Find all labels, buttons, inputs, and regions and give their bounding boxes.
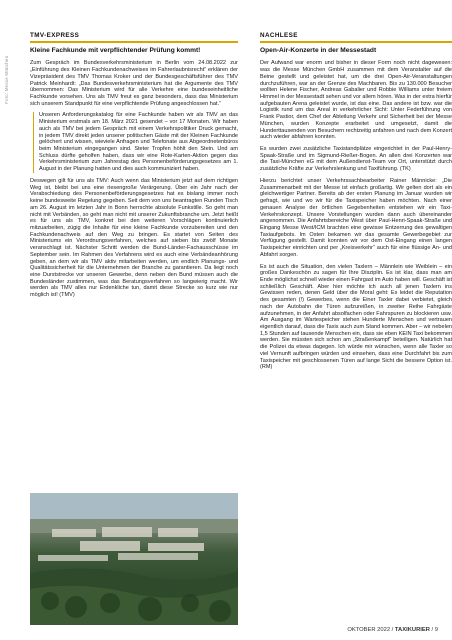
section-label: TMV-EXPRESS: [30, 30, 238, 43]
quote-text: Unseren Anforderungskatalog für eine Fachkunde haben wir als TMV an das Ministerium erstmals am 18. März 2021 gesendet – vor 17 Monaten. Wir haben auch als TMV bei jedem Gespräch mit einem Verkehrspolitiker Druck gemacht, in jedem TMV direkt jeden unserer politischen Gäste mit der Kleinen Fachkunde gelöchert und wissen, wieviele Anfragen und Telefonate aus Abgeordnetenbüros beim Ministerium eingegangen sind. Steter Tropfen höhlt den Stein. Und am Schluss dürfte geholfen haben, dass wir eine Rote-Karten-Aktion gegen das Verkehrsministerium zum Jahrestag des Personenbeförderungsgesetzes am 1. August in der Planung hatten und dies auch kommuniziert haben.: [39, 112, 238, 173]
article-paragraph: Es ist auch die Situation, den vielen Taxlern – Männlein wie Weiblein – ein großes Dankeschön zu sagen für Ihre Disziplin. Es ist klar, dass man am Ende möglichst schnell wieder einen Fahrgast im Auto haben will. Geschäft ist schließlich Geschäft. Aber hier möchte ich auch all jenen Taxlern ins Gewissen reden, denen Geld über die Moral geht: Es leidet die Reputation des gesamten (!) Gewerbes, wenn die Einer Taxler dabei verbietet, gleich nach der Autobahn die Türen aufzureißen, in zweiter Reihe Fahrgäste aufzunehmen, in der Anfahrt absolfachen oder Fahrspuren zu blockieren usw. Am Ausgang im Wartespeicher stehen Hunderte Menschen und vertrauen eigentlich darauf, dass die Taxis auch zum Stand kommen. Aber – wir nebelen 1,5 Stunden auf tausende Menschen ein, dass sie eben KEIN Taxi bekommen werden. Sie müssten sich schon am „Straßenkampf“ beteiligen. Natürlich hat die Polizei da etwas dagegen. Ich würde mir wünschen, wenn alle Taxler so viel Vernunft aufbringen würden und einsehen, dass eine Durchfahrt bis zum Taxispeicher mit geschlossenen Türen auf lange Sicht die bessere Option ist. (RM): [260, 263, 452, 371]
article-heading: Open-Air-Konzerte in der Messestadt: [260, 47, 377, 54]
article-heading: Kleine Fachkunde mit verpflichtender Prüfung kommt!: [30, 47, 201, 54]
page-number: / 9: [431, 627, 438, 633]
article-paragraph: Zum Gespräch im Bundesverkehrsministerium in Berlin vom 24.08.2022 zur „Einführung des Kleinen Fachkundenachweises im Fahrerlaubnisrecht“ erklären der Vizepräsident des TMV Thomas Kroker und der Bundesgeschäftsführer des TMV Patrick Meinhardt: „Das Bundesverkehrsministerium hat die Argumente des TMV übernommen: Das Ministerium wird für alle Verkehre eine bundeseinheitliche Fachkunde vorsehen. Uns als TMV freut es ganz besonders, dass das Ministerium sich unserem Standpunkt für eine verpflichtende Prüfung angeschlossen hat.“: [30, 60, 238, 107]
issue-date: OKTOBER 2022 /: [347, 627, 394, 633]
messe-aerial-photo: [30, 493, 238, 625]
left-column: [30, 30, 238, 304]
section-label: NACHLESE: [260, 30, 452, 43]
article-paragraph: Hierzu berichtet unser Verkehrssachbearbeiter Rainer Männicke: „Die Zusammenarbeit mit der Messe ist einfach großartig. Wir gelten dort als ein gleichwertiger Partner. Bereits ab der ersten Planung im Januar wurden wir gefragt, wie und wo wir für die Taxispeicher haben möchten. Nach einer genauen Analyse der örtlichen Gegebenheiten entstehen wir ein Taxi-Verkehrskonzept. Unsere Vorstellungen wurden dann auch übereinander angenommen. Die Anfahrtsbereiche West über Paul-Henri-Spaak-Straße und Eingang Messe West/ICM brachten eine gewisse Entzerrung des gewaltigen Taxiaufgebots. Im Osten bekamen wir das gesamte Gewerbegebiet zur Verfügung gestellt. Damit konnten wir vor dem Ost-Eingang einen langen Taxispeicher einrichten und per „Kreisverkehr“ auch für eine flüssige An- und Abfahrt sorgen.: [260, 177, 452, 258]
article-paragraph: Es wurden zwei zusätzliche Taxistandplätze eingerichtet in der Paul-Henry-Spaak-Straße und im Sigmund-Rießer-Bogen. An allen drei Konzerten war die Taxi-München eG mit dem Außendienst-Team vor Ort, unterstützt durch zusätzliche Kräfte zur Verkehrslenkung und Taxiführung. (TK): [260, 146, 452, 173]
page-footer: [347, 627, 438, 633]
photo-illustration: [30, 493, 238, 625]
right-column: [260, 30, 452, 376]
photo-credit: Foto: Messe München: [4, 55, 9, 104]
article-paragraph: Der Aufwand war enorm und bisher in dieser Form noch nicht dagewesen: was die Messe München GmbH zusammen mit dem Veranstalter auf die Beine gestellt und geleistet hat, um die drei Open-Air-Veranstaltungen durchzuführen, war an der Grenze des Machbaren. Bis zu 130.000 Besucher wollten Helene Fischer, Andreas Gabalier und Robbie Williams unter freiem Himmel in der Messestadt sehen und vor allem hören. Was in der extra hierfür aufgebauten Arena geleistet wurde, ist das eine. Das andere ist bzw. war die Logistik rund um das Areal in verkehrlicher Sicht: Unter Federführung von Frank Pastior, dem Chef der Abteilung Verkehr und Sicherheit bei der Messe München, wurden Konzepte erarbeitet und umgesetzt, damit die Hunderttausenden von Besuchern rechtzeitig anfahren und nach dem Konzert auch wieder abfahren konnten.: [260, 60, 452, 141]
magazine-name: TAXIKURIER: [394, 627, 430, 633]
article-paragraph: Deswegen gilt für uns als TMV: Auch wenn das Ministerium jetzt auf dem richtigen Weg ist, bleibt bei uns eine riesengroße Verärgerung. Über ein Jahr nach der Verabschiedung des Personenbeförderungsgesetzes hat es bislang immer noch keine bundesweite Regelung gegeben. Seit dem von uns beantragten Runden Tisch am 26. August im letzten Jahr in Bonn herrschte absolute Funkstille. So geht man nicht mit Verbänden, so geht man nicht mit unserer Zukunftsbranche um. Jetzt heißt es für uns als TMV, konkret bei den weiteren Vorschlägen kontinuierlich mitzuarbeiten, zügig die Inhalte für eine kleine Fachkunde vorzubereiten und den Fachkundenachweis auf den Weg zu bringen. Es startet von Seiten des Ministeriums ein Verordnungsverfahren, welches auf sieben bis zwölf Monate veranschlagt ist. Nächster Schritt werden die Bund-Länder-Fachausschüsse im September sein. Im Rahmen des Verfahrens wird es auch eine Verbändeanhörung geben, an dem wir als TMV aktiv mitarbeiten werden, um endlich Planungs- und Qualitätssicherheit für die Unternehmen der Branche zu garantieren. Da liegt noch eine Durststrecke vor unseren Gewerbe, denn neben den Bund müssen auch die Bundesländer zustimmen, was das Beratungsverfahren so langwierig macht. Wir werden als TMV alles nur Erdenkliche tun, damit diese Strecke so kurz wie nur möglich ist! (TMV): [30, 177, 238, 299]
pull-quote: [33, 112, 238, 172]
